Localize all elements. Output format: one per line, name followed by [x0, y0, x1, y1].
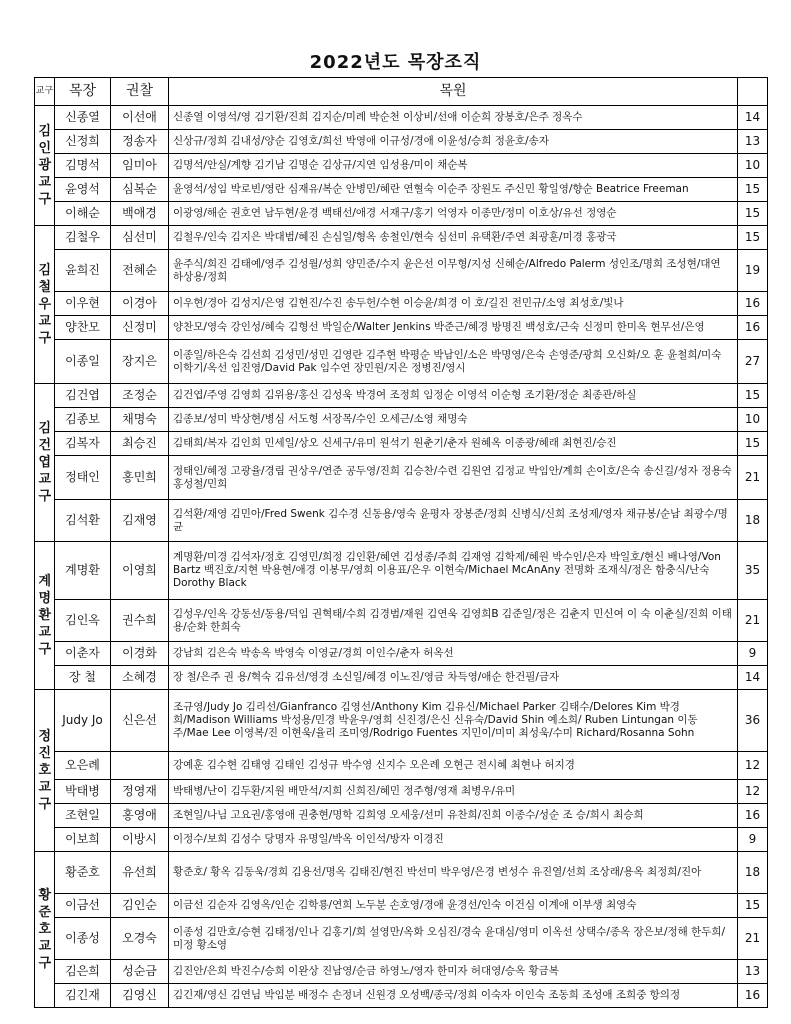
- pastor-cell: 이춘자: [55, 642, 111, 666]
- pastor-cell: 윤희진: [55, 250, 111, 292]
- members-cell: 정태인/혜정 고광율/경림 권상우/연준 공두영/진희 김승찬/수련 김원연 김정교 박임안/계희 손이호/은숙 송신길/성자 정용숙 홍성철/민희: [169, 456, 738, 500]
- count-cell: 27: [738, 340, 768, 384]
- count-cell: 21: [738, 918, 768, 960]
- count-cell: 16: [738, 804, 768, 828]
- members-cell: 계명환/미경 김석자/정호 김영민/희정 김인환/혜연 김성종/주희 김재영 김학제/혜원 박수인/은자 박일호/현신 배나영/Von Bartz 백진호/지현 박용현/애경 이봉무/영희 이용표/은우 이현숙/Michael McAnAny 전명화 조재식/정은 함충식/난숙 Dorothy Black: [169, 542, 738, 600]
- members-cell: 강남희 김은숙 박송옥 박영숙 이영균/경희 이인수/춘자 허옥선: [169, 642, 738, 666]
- pastor-cell: 김석환: [55, 500, 111, 542]
- elder-cell: 신은선: [111, 690, 169, 752]
- count-cell: 14: [738, 106, 768, 130]
- members-cell: 김석환/재영 김민아/Fred Swenk 김수경 신동용/영숙 윤평자 장봉준/정희 신병식/신희 조성제/영자 채규봉/순남 최광수/명균: [169, 500, 738, 542]
- members-cell: 이금선 김순자 김영옥/인순 김학룡/연희 노두분 손호영/경애 윤경선/인숙 이건심 이계애 이부생 최영숙: [169, 894, 738, 918]
- pastor-cell: 박태병: [55, 780, 111, 804]
- table-row: [35, 752, 768, 780]
- table-row: [35, 316, 768, 340]
- table-row: [35, 780, 768, 804]
- table-row: [35, 292, 768, 316]
- count-cell: 19: [738, 250, 768, 292]
- members-cell: 김성우/인옥 강동선/동용/덕임 권혁태/수희 김경범/재원 김연욱 김영희B 김준일/정은 김춘지 민신여 이 숙 이춘실/진희 이태용/순화 한희숙: [169, 600, 738, 642]
- members-cell: 김철우/인숙 김지은 박대범/혜진 손심일/형옥 송철인/현숙 심선미 유택환/주연 최광훈/미경 홍광국: [169, 226, 738, 250]
- members-cell: 신종열 이영석/영 김기환/진희 김지순/미례 박순천 이상비/선애 이순희 장봉호/은주 정옥수: [169, 106, 738, 130]
- table-row: [35, 226, 768, 250]
- members-cell: 이종성 김만호/승현 김태정/인나 김홍기/희 설영만/옥화 오심진/경숙 윤대심/영미 이옥선 상택수/종옥 장은보/정해 한두희/미정 황소영: [169, 918, 738, 960]
- pastor-cell: 김종보: [55, 408, 111, 432]
- members-cell: 장 철/은주 권 용/혁숙 김유선/영경 소신일/혜경 이노진/영금 차득영/애순 한건필/금자: [169, 666, 738, 690]
- header-members: 목원: [169, 78, 738, 106]
- count-cell: 15: [738, 432, 768, 456]
- count-cell: 18: [738, 500, 768, 542]
- elder-cell: 오경숙: [111, 918, 169, 960]
- pastor-cell: 신정희: [55, 130, 111, 154]
- table-row: [35, 432, 768, 456]
- members-cell: 이정수/보희 김성수 당명자 유명일/박옥 이인석/방자 이경진: [169, 828, 738, 852]
- members-cell: 이우현/경아 김성지/은영 김현진/수진 송두헌/수현 이승윤/희경 이 호/길진 전민규/소영 최성호/빛나: [169, 292, 738, 316]
- count-cell: 16: [738, 292, 768, 316]
- table-row: [35, 600, 768, 642]
- pastor-cell: 이보희: [55, 828, 111, 852]
- table-row: [35, 542, 768, 600]
- count-cell: 9: [738, 642, 768, 666]
- elder-cell: 전혜순: [111, 250, 169, 292]
- page-title: 2022년도 목장조직: [309, 52, 482, 73]
- members-cell: 김진안/은희 박진수/승희 이완상 진남영/순금 하영노/영자 한미자 허대영/승옥 황금복: [169, 960, 738, 984]
- count-cell: 18: [738, 852, 768, 894]
- table-row: [35, 178, 768, 202]
- members-cell: 김긴재/영신 김연님 박임분 배정수 손정녀 신원경 오성백/종국/정희 이숙자 이인숙 조동희 조성애 조희중 항의정: [169, 984, 738, 1008]
- members-cell: 신상규/정희 김내성/양순 김영호/희선 박영애 이규성/경애 이윤성/승희 정윤호/송자: [169, 130, 738, 154]
- elder-cell: 심복순: [111, 178, 169, 202]
- count-cell: 13: [738, 960, 768, 984]
- table-row: [35, 456, 768, 500]
- pastor-cell: 오은례: [55, 752, 111, 780]
- members-cell: 김태희/복자 김인희 민세일/상오 신세구/유미 원석기 원춘기/춘자 원혜옥 이종광/혜래 최현진/승진: [169, 432, 738, 456]
- elder-cell: 홍영애: [111, 804, 169, 828]
- elder-cell: 이방시: [111, 828, 169, 852]
- table-row: [35, 408, 768, 432]
- elder-cell: 유선희: [111, 852, 169, 894]
- members-cell: 윤주식/희진 김태예/영주 김성월/성희 양민준/수지 윤은선 이무형/지성 신혜순/Alfredo Palerm 성인조/명희 조성현/대연 하상용/정희: [169, 250, 738, 292]
- region-cell: [35, 106, 55, 226]
- elder-cell: 조정순: [111, 384, 169, 408]
- table-row: [35, 690, 768, 752]
- elder-cell: 김인순: [111, 894, 169, 918]
- pastor-cell: 김인옥: [55, 600, 111, 642]
- members-cell: 강예훈 김수현 김태영 김태인 김성규 박수영 신지수 오은례 오현근 전시혜 최현나 허지경: [169, 752, 738, 780]
- table-row: [35, 984, 768, 1008]
- region-cell: [35, 690, 55, 852]
- header-region: 교구: [35, 78, 55, 106]
- members-cell: 조현일/나님 고요권/홍영애 권충현/명학 김희영 오세웅/선미 유찬희/진희 이종수/성순 조 승/희시 최승희: [169, 804, 738, 828]
- count-cell: 16: [738, 984, 768, 1008]
- table-row: [35, 154, 768, 178]
- elder-cell: 정송자: [111, 130, 169, 154]
- members-cell: 조규영/Judy Jo 김리선/Gianfranco 김영선/Anthony Kim 김유신/Michael Parker 김태수/Delores Kim 박경희/Madison Williams 박성용/민경 박윤우/영희 신진경/은신 신유숙/David Shin 예소희/ Ruben Lintungan 이동주/Mae Lee 이영복/진 이현욱/율리 조미영/Rodrigo Fuentes 지민이/미미 최성욱/수미 Richard/Rosanna Sohn: [169, 690, 738, 752]
- count-cell: 12: [738, 752, 768, 780]
- elder-cell: 이선애: [111, 106, 169, 130]
- header-elder: 권찰: [111, 78, 169, 106]
- count-cell: 36: [738, 690, 768, 752]
- region-cell: [35, 384, 55, 542]
- elder-cell: 임미아: [111, 154, 169, 178]
- count-cell: 10: [738, 408, 768, 432]
- region-label: 김건엽 교구: [38, 421, 52, 504]
- region-label: 김철우 교구: [38, 263, 52, 346]
- region-cell: [35, 542, 55, 690]
- table-row: [35, 804, 768, 828]
- elder-cell: 정영재: [111, 780, 169, 804]
- table-row: [35, 666, 768, 690]
- members-cell: 김종보/성미 박상현/병심 서도형 서장목/수인 오세근/소영 채명숙: [169, 408, 738, 432]
- region-cell: [35, 226, 55, 384]
- count-cell: 15: [738, 202, 768, 226]
- elder-cell: 이경아: [111, 292, 169, 316]
- elder-cell: 김재영: [111, 500, 169, 542]
- table-row: [35, 828, 768, 852]
- pastor-cell: 김철우: [55, 226, 111, 250]
- elder-cell: 홍민희: [111, 456, 169, 500]
- elder-cell: 장지은: [111, 340, 169, 384]
- table-row: [35, 960, 768, 984]
- elder-cell: 최승진: [111, 432, 169, 456]
- pastor-cell: 황준호: [55, 852, 111, 894]
- members-cell: 이광영/해순 권호연 남두현/윤경 백태선/애경 서재구/홍기 억영자 이종만/정미 이호상/유선 정영순: [169, 202, 738, 226]
- region-label: 계명환 교구: [38, 574, 52, 657]
- table-row: [35, 106, 768, 130]
- members-cell: 윤영석/성임 박로빈/영란 심재유/복순 안병민/혜란 연혈숙 이순주 장원도 주신민 황일영/향순 Beatrice Freeman: [169, 178, 738, 202]
- count-cell: 21: [738, 600, 768, 642]
- count-cell: 9: [738, 828, 768, 852]
- region-cell: [35, 852, 55, 1008]
- table-row: [35, 250, 768, 292]
- elder-cell: 이경화: [111, 642, 169, 666]
- pastor-cell: 이금선: [55, 894, 111, 918]
- region-label: 정진호 교구: [38, 729, 52, 812]
- elder-cell: 심선미: [111, 226, 169, 250]
- region-label: 김인광 교구: [38, 124, 52, 207]
- elder-cell: 채명숙: [111, 408, 169, 432]
- roster-body: [35, 106, 768, 1008]
- elder-cell: 소혜경: [111, 666, 169, 690]
- pastor-cell: 장 철: [55, 666, 111, 690]
- elder-cell: [111, 752, 169, 780]
- region-label: 황준호 교구: [38, 888, 52, 971]
- pastor-cell: 이종성: [55, 918, 111, 960]
- members-cell: 박태병/난이 김두환/지원 배만석/지희 신희진/혜민 정주형/영재 최병우/유미: [169, 780, 738, 804]
- elder-cell: 김영신: [111, 984, 169, 1008]
- pastor-cell: 김건엽: [55, 384, 111, 408]
- elder-cell: 성순금: [111, 960, 169, 984]
- count-cell: 12: [738, 780, 768, 804]
- members-cell: 황준호/ 황옥 김동욱/경희 김용선/명옥 김태진/현진 박선미 박우영/은경 변성수 유진열/선희 조상래/용옥 최정희/진아: [169, 852, 738, 894]
- pastor-cell: 김명석: [55, 154, 111, 178]
- pastor-cell: 이우현: [55, 292, 111, 316]
- elder-cell: 신정미: [111, 316, 169, 340]
- pastor-cell: 이종일: [55, 340, 111, 384]
- table-row: [35, 130, 768, 154]
- pastor-cell: 조현일: [55, 804, 111, 828]
- pastor-cell: 양찬모: [55, 316, 111, 340]
- table-row: [35, 500, 768, 542]
- group-roster-table: [34, 77, 768, 1008]
- count-cell: 15: [738, 226, 768, 250]
- table-row: [35, 340, 768, 384]
- table-row: [35, 894, 768, 918]
- count-cell: 21: [738, 456, 768, 500]
- count-cell: 16: [738, 316, 768, 340]
- count-cell: 35: [738, 542, 768, 600]
- table-row: [35, 202, 768, 226]
- count-cell: 15: [738, 894, 768, 918]
- table-row: [35, 384, 768, 408]
- members-cell: 김건엽/주영 김영희 김위용/홍신 김성욱 박경여 조정희 임정순 이영석 이순형 조기환/정순 최종관/하실: [169, 384, 738, 408]
- pastor-cell: 김긴재: [55, 984, 111, 1008]
- elder-cell: 이영희: [111, 542, 169, 600]
- count-cell: 15: [738, 178, 768, 202]
- table-row: [35, 642, 768, 666]
- pastor-cell: 김은희: [55, 960, 111, 984]
- pastor-cell: Judy Jo: [55, 690, 111, 752]
- header-pastor: 목장: [55, 78, 111, 106]
- header-count: [738, 78, 768, 106]
- pastor-cell: 신종열: [55, 106, 111, 130]
- pastor-cell: 이해순: [55, 202, 111, 226]
- count-cell: 13: [738, 130, 768, 154]
- pastor-cell: 김복자: [55, 432, 111, 456]
- elder-cell: 권수희: [111, 600, 169, 642]
- count-cell: 10: [738, 154, 768, 178]
- count-cell: 15: [738, 384, 768, 408]
- members-cell: 이종일/하은숙 김선희 김성민/성민 김영란 김주현 박평순 박남인/소은 박명영/은숙 손영준/광희 오신화/오 훈 윤철희/미숙 이학기/옥선 임진영/David Pak 임수연 장민원/지은 정병진/영시: [169, 340, 738, 384]
- pastor-cell: 계명환: [55, 542, 111, 600]
- members-cell: 김명석/안실/계향 김기남 김명순 김상규/지연 임성용/미이 채순복: [169, 154, 738, 178]
- table-row: [35, 918, 768, 960]
- count-cell: 14: [738, 666, 768, 690]
- members-cell: 양찬모/영숙 강인성/혜숙 김형선 박일순/Walter Jenkins 박준근/혜경 방명진 백성호/근숙 신정미 한미옥 현무선/은영: [169, 316, 738, 340]
- table-header-row: [35, 78, 768, 106]
- pastor-cell: 정태인: [55, 456, 111, 500]
- elder-cell: 백애경: [111, 202, 169, 226]
- pastor-cell: 윤영석: [55, 178, 111, 202]
- table-row: [35, 852, 768, 894]
